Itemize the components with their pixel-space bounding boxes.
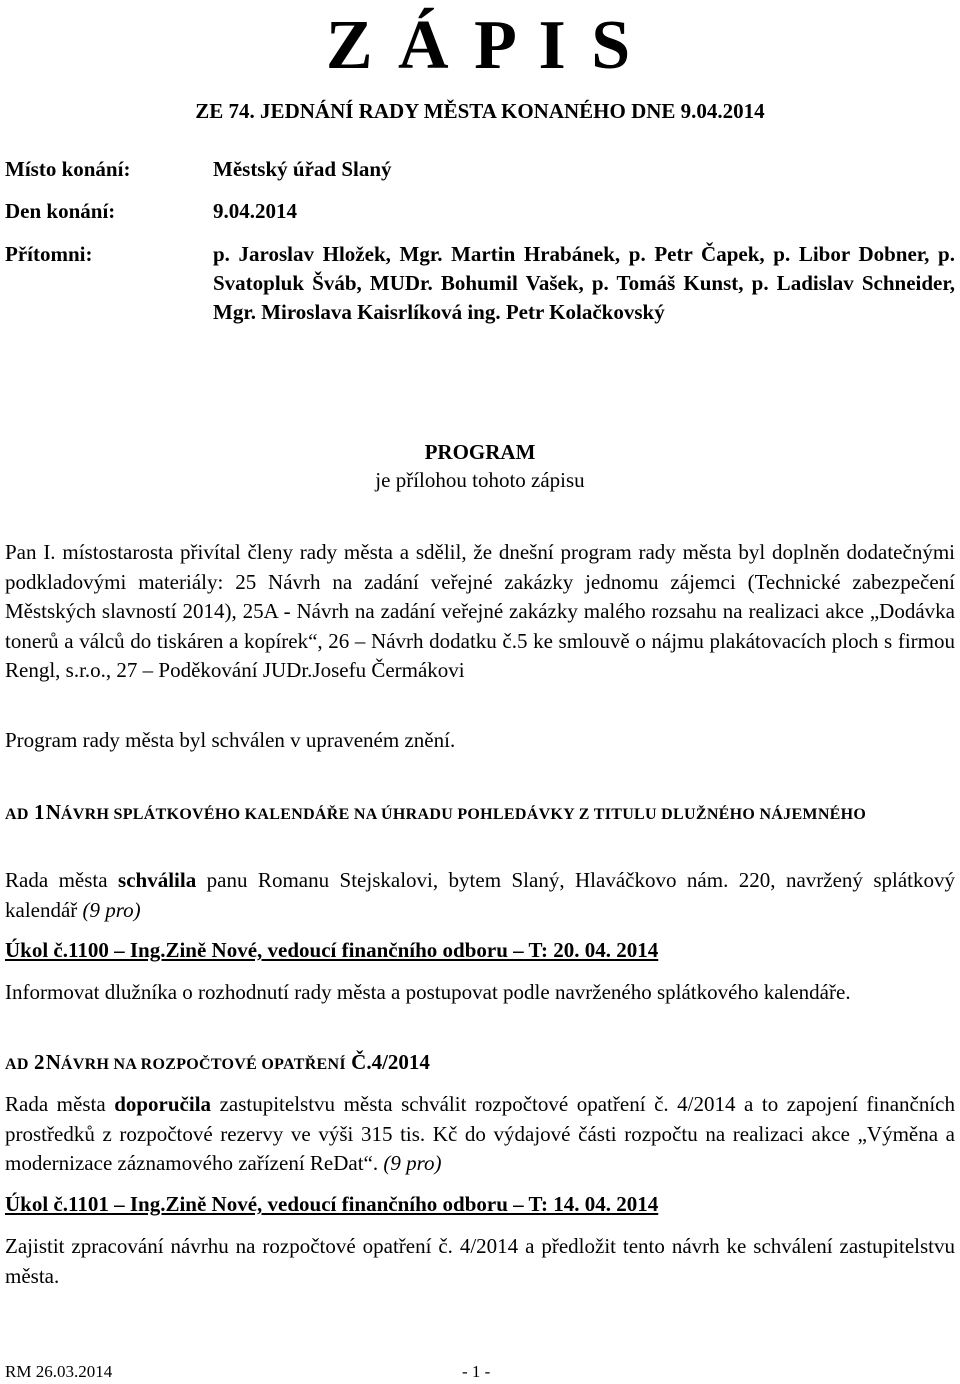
section-1-resolution	[5, 866, 955, 925]
document-title	[0, 6, 960, 86]
date-label: Den konání:	[5, 199, 116, 223]
section-2-task-text: Zajistit zpracování návrhu na rozpočtové opatření č. 4/2014 a předložit tento návrh ke schválení zastupitelstvu města.	[5, 1234, 955, 1288]
document-title-text: Z Á P I S	[325, 7, 635, 84]
footer-page-number: - 1 -	[462, 1362, 491, 1381]
place-label: Místo konání:	[5, 157, 131, 181]
section-2-ad: AD	[5, 1056, 29, 1073]
document-subtitle: ZE 74. JEDNÁNÍ RADY MĚSTA KONANÉHO DNE 9.04.2014	[195, 99, 765, 123]
section-1-resolution-text: panu Romanu Stejskalovi, bytem Slaný, Hlaváčkovo nám. 220, navržený splátkový kalendář	[5, 868, 956, 922]
present-label: Přítomni:	[5, 242, 93, 266]
program-approved: Program rady města byl schválen v upraveném znění.	[5, 728, 456, 752]
footer-date: RM 26.03.2014	[5, 1362, 113, 1381]
section-2-task: Úkol č.1101 – Ing.Zině Nové, vedoucí finančního odboru – T: 14. 04. 2014	[5, 1192, 659, 1216]
date-value: 9.04.2014	[213, 199, 297, 223]
intro-paragraph: Pan I. místostarosta přivítal členy rady města a sdělil, že dnešní program rady města byl doplněn dodatečnými podkladovými materiály: 25 Návrh na zadání veřejné zakázky jednomu zájemci (Technické zabezpečení Městských slavností 2014), 25A - Návrh na zadání veřejné zakázky malého rozsahu na realizaci akce „Dodávka tonerů a válců do tiskáren a kopírek“, 26 – Návrh dodatku č.5 ke smlouvě o nájmu plakátovacích ploch s firmou Rengl, s.r.o., 27 – Poděkování JUDr.Josefu Čermákovi	[5, 540, 955, 682]
section-1-title: ÁVRH SPLÁTKOVÉHO KALENDÁŘE NA ÚHRADU POHLEDÁVKY Z TITULU DLUŽNÉHO NÁJEMNÉHO	[60, 806, 867, 823]
section-1-ad: AD	[5, 806, 29, 823]
program-heading: PROGRAM	[424, 440, 536, 464]
section-1-vote: (9 pro)	[82, 897, 141, 922]
section-1-task: Úkol č.1100 – Ing.Zině Nové, vedoucí finančního odboru – T: 20. 04. 2014	[5, 938, 659, 962]
place-value: Městský úřad Slaný	[213, 157, 392, 181]
program-note: je přílohou tohoto zápisu	[375, 468, 585, 492]
section-2-resolution-verb: doporučila	[114, 1092, 212, 1116]
section-1-heading	[5, 796, 955, 831]
present-list: p. Jaroslav Hložek, Mgr. Martin Hrabánek, p. Petr Čapek, p. Libor Dobner, p. Svatopluk Šváb, MUDr. Bohumil Vašek, p. Tomáš Kunst, p. Ladislav Schneider, Mgr. Miroslava Kaisrlíková ing. Petr Kolačkovský	[213, 242, 955, 324]
section-2-resolution	[5, 1090, 955, 1179]
section-2-title: ÁVRH NA ROZPOČTOVÉ OPATŘENÍ	[60, 1056, 346, 1073]
section-2-resolution-prefix: Rada města	[5, 1092, 106, 1116]
section-2-vote: (9 pro)	[383, 1151, 442, 1175]
section-1-number: 1	[33, 800, 45, 824]
section-2-initial: N	[45, 1050, 61, 1074]
section-1-task-text: Informovat dlužníka o rozhodnutí rady města a postupovat podle navrženého splátkového kalendáře.	[5, 980, 851, 1004]
section-2-resolution-text: zastupitelstvu města schválit rozpočtové opatření č. 4/2014 a to zapojení finančních prostředků z rozpočtové rezervy ve výši 315 tis. Kč do výdajové části rozpočtu na realizaci akce „Výměna a modernizace záznamového zařízení ReDat“.	[5, 1092, 955, 1175]
section-2-title-tail: Č.4/2014	[351, 1050, 430, 1074]
section-1-resolution-prefix: Rada města	[5, 868, 108, 892]
section-1-resolution-verb: schválila	[118, 868, 197, 892]
section-2-heading	[5, 1046, 955, 1081]
section-1-initial: N	[45, 800, 61, 824]
section-2-number: 2	[33, 1050, 45, 1074]
